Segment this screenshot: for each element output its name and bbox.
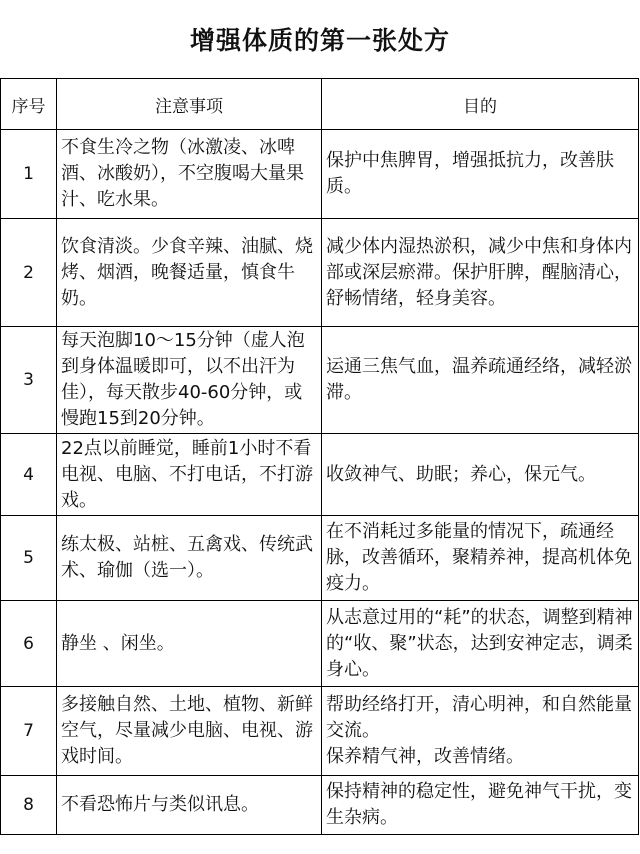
row-purpose: 减少体内湿热淤积，减少中焦和身体内部或深层瘀滞。保护肝脾，醒脑清心，舒畅情绪，轻身美容。 — [322, 219, 639, 327]
table-row — [1, 776, 639, 835]
row-notice: 练太极、站桩、五禽戏、传统武术、瑜伽（选一）。 — [57, 516, 322, 601]
row-num: 3 — [1, 327, 57, 434]
row-notice: 饮食清淡。少食辛辣、油腻、烧烤、烟酒，晚餐适量，慎食牛奶。 — [57, 219, 322, 327]
row-num: 2 — [1, 219, 57, 327]
row-purpose: 帮助经络打开，清心明神，和自然能量交流。 保养精气神，改善情绪。 — [322, 687, 639, 776]
row-num: 4 — [1, 434, 57, 516]
row-purpose: 运通三焦气血，温养疏通经络，减轻淤滞。 — [322, 327, 639, 434]
row-notice: 不看恐怖片与类似讯息。 — [57, 776, 322, 835]
row-purpose: 从志意过用的“耗”的状态，调整到精神的“收、聚”状态，达到安神定志，调柔身心。 — [322, 601, 639, 687]
row-purpose: 收敛神气、助眠；养心，保元气。 — [322, 434, 639, 516]
table-row — [1, 327, 639, 434]
row-notice: 多接触自然、土地、植物、新鲜空气，尽量减少电脑、电视、游戏时间。 — [57, 687, 322, 776]
row-purpose: 在不消耗过多能量的情况下，疏通经脉，改善循环，聚精养神，提高机体免疫力。 — [322, 516, 639, 601]
table-row — [1, 219, 639, 327]
row-purpose: 保持精神的稳定性，避免神气干扰，变生杂病。 — [322, 776, 639, 835]
header-purpose: 目的 — [322, 79, 639, 130]
row-notice: 不食生冷之物（冰激凌、冰啤酒、冰酸奶），不空腹喝大量果汁、吃水果。 — [57, 130, 322, 219]
table-row — [1, 434, 639, 516]
row-num: 6 — [1, 601, 57, 687]
row-notice: 22点以前睡觉，睡前1小时不看电视、电脑、不打电话，不打游戏。 — [57, 434, 322, 516]
row-num: 7 — [1, 687, 57, 776]
table-header-row — [1, 79, 639, 130]
row-num: 1 — [1, 130, 57, 219]
row-notice: 静坐 、闲坐。 — [57, 601, 322, 687]
prescription-table — [0, 78, 639, 835]
table-row — [1, 601, 639, 687]
page-title: 增强体质的第一张处方 — [189, 26, 450, 55]
table-row — [1, 687, 639, 776]
row-notice: 每天泡脚10～15分钟（虚人泡到身体温暖即可，以不出汗为佳），每天散步40-60分钟，或慢跑15到20分钟。 — [57, 327, 322, 434]
row-purpose: 保护中焦脾胃，增强抵抗力，改善肤质。 — [322, 130, 639, 219]
header-num: 序号 — [1, 79, 57, 130]
header-notice: 注意事项 — [57, 79, 322, 130]
table-row — [1, 130, 639, 219]
table-row — [1, 516, 639, 601]
row-num: 8 — [1, 776, 57, 835]
row-num: 5 — [1, 516, 57, 601]
